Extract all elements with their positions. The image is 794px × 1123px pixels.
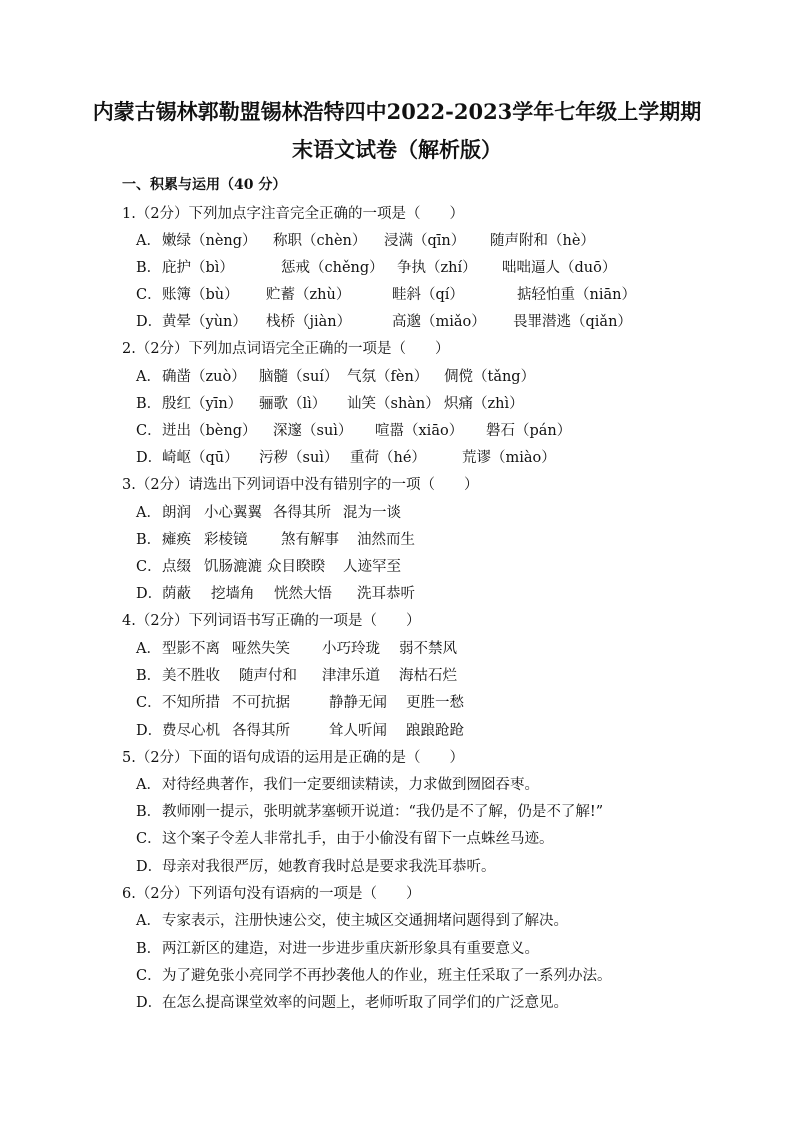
q4-d-term-3: 耸人听闻 bbox=[329, 723, 387, 739]
q4-a-term-2: 哑然失笑 bbox=[232, 641, 290, 657]
q2-a-term-2: 脑髓（suí） bbox=[259, 369, 339, 385]
q4-b-term-1: 美不胜收 bbox=[162, 668, 220, 684]
q1-d-term-3: 高邈（miǎo） bbox=[392, 314, 486, 330]
q2-option-b: B． bbox=[136, 396, 162, 412]
q4-a-term-4: 弱不禁风 bbox=[399, 641, 457, 657]
q3-d-term-2: 挖墙角 bbox=[211, 586, 255, 602]
q3-d-term-3: 恍然大悟 bbox=[274, 586, 332, 602]
q4-c-term-4: 更胜一愁 bbox=[406, 695, 464, 711]
q6-a-text: 专家表示，注册快速公交，使主城区交通拥堵问题得到了解决。 bbox=[162, 913, 568, 929]
q4-d-term-4: 踉踉跄跄 bbox=[406, 723, 464, 739]
q3-b-term-3: 煞有解事 bbox=[281, 532, 339, 548]
q2-b-term-4: 炽痛（zhì） bbox=[444, 396, 524, 412]
q2-c-term-4: 磐石（pán） bbox=[486, 423, 572, 439]
question-4-stem: 4.（2分）下列词语书写正确的一项是（ ） bbox=[122, 613, 421, 629]
q1-c-term-1: 账簿（bù） bbox=[162, 287, 239, 303]
q2-d-term-1: 崎岖（qū） bbox=[162, 450, 239, 466]
q4-c-term-1: 不知所措 bbox=[162, 695, 220, 711]
q5-d-text: 母亲对我很严厉，她教育我时总是要求我洗耳恭听。 bbox=[162, 859, 496, 875]
q2-d-term-4: 荒谬（miào） bbox=[462, 450, 556, 466]
q5-a-text: 对待经典著作，我们一定要细读精读，力求做到囫囵吞枣。 bbox=[162, 777, 539, 793]
q3-a-term-2: 小心翼翼 bbox=[204, 505, 262, 521]
q3-b-term-4: 油然而生 bbox=[357, 532, 415, 548]
q3-c-term-4: 人迹罕至 bbox=[343, 559, 401, 575]
q1-option-c: C． bbox=[136, 287, 162, 303]
section-heading: 一、积累与运用（40 分） bbox=[122, 177, 287, 193]
q4-option-a: A． bbox=[136, 641, 161, 657]
q3-c-term-2: 饥肠漉漉 bbox=[204, 559, 262, 575]
q1-b-term-4: 咄咄逼人（duō） bbox=[502, 260, 617, 276]
q3-c-term-3: 众目睽睽 bbox=[267, 559, 325, 575]
q3-d-term-1: 荫蔽 bbox=[162, 586, 191, 602]
q1-a-term-2: 称职（chèn） bbox=[273, 233, 367, 249]
q2-b-term-2: 骊歌（lì） bbox=[259, 396, 327, 412]
q1-option-a: A． bbox=[136, 233, 161, 249]
q6-option-c: C． bbox=[136, 968, 162, 984]
q3-a-term-1: 朗润 bbox=[162, 505, 191, 521]
q1-a-term-3: 浸满（qīn） bbox=[384, 233, 466, 249]
q2-option-d: D． bbox=[136, 450, 163, 466]
q2-c-term-3: 喧嚣（xiāo） bbox=[375, 423, 464, 439]
q4-option-c: C． bbox=[136, 695, 162, 711]
q4-b-term-2: 随声付和 bbox=[239, 668, 297, 684]
q4-d-term-2: 各得其所 bbox=[232, 723, 290, 739]
question-3-stem: 3.（2分）请选出下列词语中没有错别字的一项（ ） bbox=[122, 477, 479, 493]
q4-option-b: B． bbox=[136, 668, 162, 684]
q6-option-b: B． bbox=[136, 941, 162, 957]
question-5-stem: 5.（2分）下面的语句成语的运用是正确的是（ ） bbox=[122, 750, 465, 766]
q1-option-b: B． bbox=[136, 260, 162, 276]
q2-a-term-3: 气氛（fèn） bbox=[347, 369, 429, 385]
question-6-stem: 6.（2分）下列语句没有语病的一项是（ ） bbox=[122, 886, 421, 902]
q3-b-term-1: 瘫痪 bbox=[162, 532, 191, 548]
question-1-stem: 1.（2分）下列加点字注音完全正确的一项是（ ） bbox=[122, 206, 465, 222]
q1-c-term-2: 贮蓄（zhù） bbox=[266, 287, 351, 303]
q1-d-term-4: 畏罪潜逃（qiǎn） bbox=[513, 314, 632, 330]
q2-b-term-3: 讪笑（shàn） bbox=[347, 396, 440, 412]
q6-option-a: A． bbox=[136, 913, 161, 929]
q5-option-c: C． bbox=[136, 831, 162, 847]
q1-a-term-1: 嫩绿（nèng） bbox=[162, 233, 257, 249]
q4-d-term-1: 费尽心机 bbox=[162, 723, 220, 739]
question-2-stem: 2.（2分）下列加点词语完全正确的一项是（ ） bbox=[122, 341, 450, 357]
q4-a-term-3: 小巧玲珑 bbox=[322, 641, 380, 657]
q3-option-a: A． bbox=[136, 505, 161, 521]
q5-option-b: B． bbox=[136, 804, 162, 820]
q2-b-term-1: 殷红（yīn） bbox=[162, 396, 243, 412]
q1-d-term-2: 栈桥（jiàn） bbox=[266, 314, 352, 330]
q2-c-term-2: 深邃（suì） bbox=[273, 423, 353, 439]
q2-d-term-2: 污秽（suì） bbox=[259, 450, 339, 466]
q3-option-b: B． bbox=[136, 532, 162, 548]
q5-b-text: 教师刚一提示，张明就茅塞顿开说道：“我仍是不了解，仍是不了解!” bbox=[162, 804, 604, 820]
q4-a-term-1: 型影不离 bbox=[162, 641, 220, 657]
q6-d-text: 在怎么提高课堂效率的问题上，老师听取了同学们的广泛意见。 bbox=[162, 995, 568, 1011]
q1-b-term-1: 庇护（bì） bbox=[162, 260, 234, 276]
q2-a-term-1: 确凿（zuò） bbox=[162, 369, 246, 385]
q1-c-term-3: 畦斜（qí） bbox=[392, 287, 464, 303]
q2-c-term-1: 迸出（bèng） bbox=[162, 423, 257, 439]
q4-b-term-3: 津津乐道 bbox=[322, 668, 380, 684]
q5-c-text: 这个案子令差人非常扎手，由于小偷没有留下一点蛛丝马迹。 bbox=[162, 831, 554, 847]
q3-b-term-2: 彩棱镜 bbox=[204, 532, 248, 548]
q4-option-d: D． bbox=[136, 723, 163, 739]
q3-a-term-3: 各得其所 bbox=[273, 505, 331, 521]
q1-d-term-1: 黄晕（yùn） bbox=[162, 314, 247, 330]
q6-option-d: D． bbox=[136, 995, 163, 1011]
page-title-line1: 内蒙古锡林郭勒盟锡林浩特四中2022-2023学年七年级上学期期 bbox=[92, 99, 702, 124]
q1-a-term-4: 随声附和（hè） bbox=[490, 233, 595, 249]
q2-a-term-4: 倜傥（tǎng） bbox=[444, 369, 536, 385]
q4-c-term-3: 静静无闻 bbox=[329, 695, 387, 711]
q4-c-term-2: 不可抗据 bbox=[232, 695, 290, 711]
q4-b-term-4: 海枯石烂 bbox=[399, 668, 457, 684]
q5-option-d: D． bbox=[136, 859, 163, 875]
q3-option-d: D． bbox=[136, 586, 163, 602]
q6-c-text: 为了避免张小亮同学不再抄袭他人的作业，班主任采取了一系列办法。 bbox=[162, 968, 612, 984]
q5-option-a: A． bbox=[136, 777, 161, 793]
q2-option-a: A． bbox=[136, 369, 161, 385]
q1-b-term-3: 争执（zhí） bbox=[397, 260, 477, 276]
q1-c-term-4: 掂轻怕重（niān） bbox=[517, 287, 636, 303]
q1-option-d: D． bbox=[136, 314, 163, 330]
q2-d-term-3: 重荷（hé） bbox=[350, 450, 426, 466]
q3-option-c: C． bbox=[136, 559, 162, 575]
q3-a-term-4: 混为一谈 bbox=[343, 505, 401, 521]
q3-c-term-1: 点缀 bbox=[162, 559, 191, 575]
q2-option-c: C． bbox=[136, 423, 162, 439]
q6-b-text: 两江新区的建造，对进一步进步重庆新形象具有重要意义。 bbox=[162, 941, 539, 957]
page-title-line2: 末语文试卷（解析版） bbox=[292, 137, 502, 162]
q3-d-term-4: 洗耳恭听 bbox=[357, 586, 415, 602]
q1-b-term-2: 惩戒（chěng） bbox=[281, 260, 384, 276]
